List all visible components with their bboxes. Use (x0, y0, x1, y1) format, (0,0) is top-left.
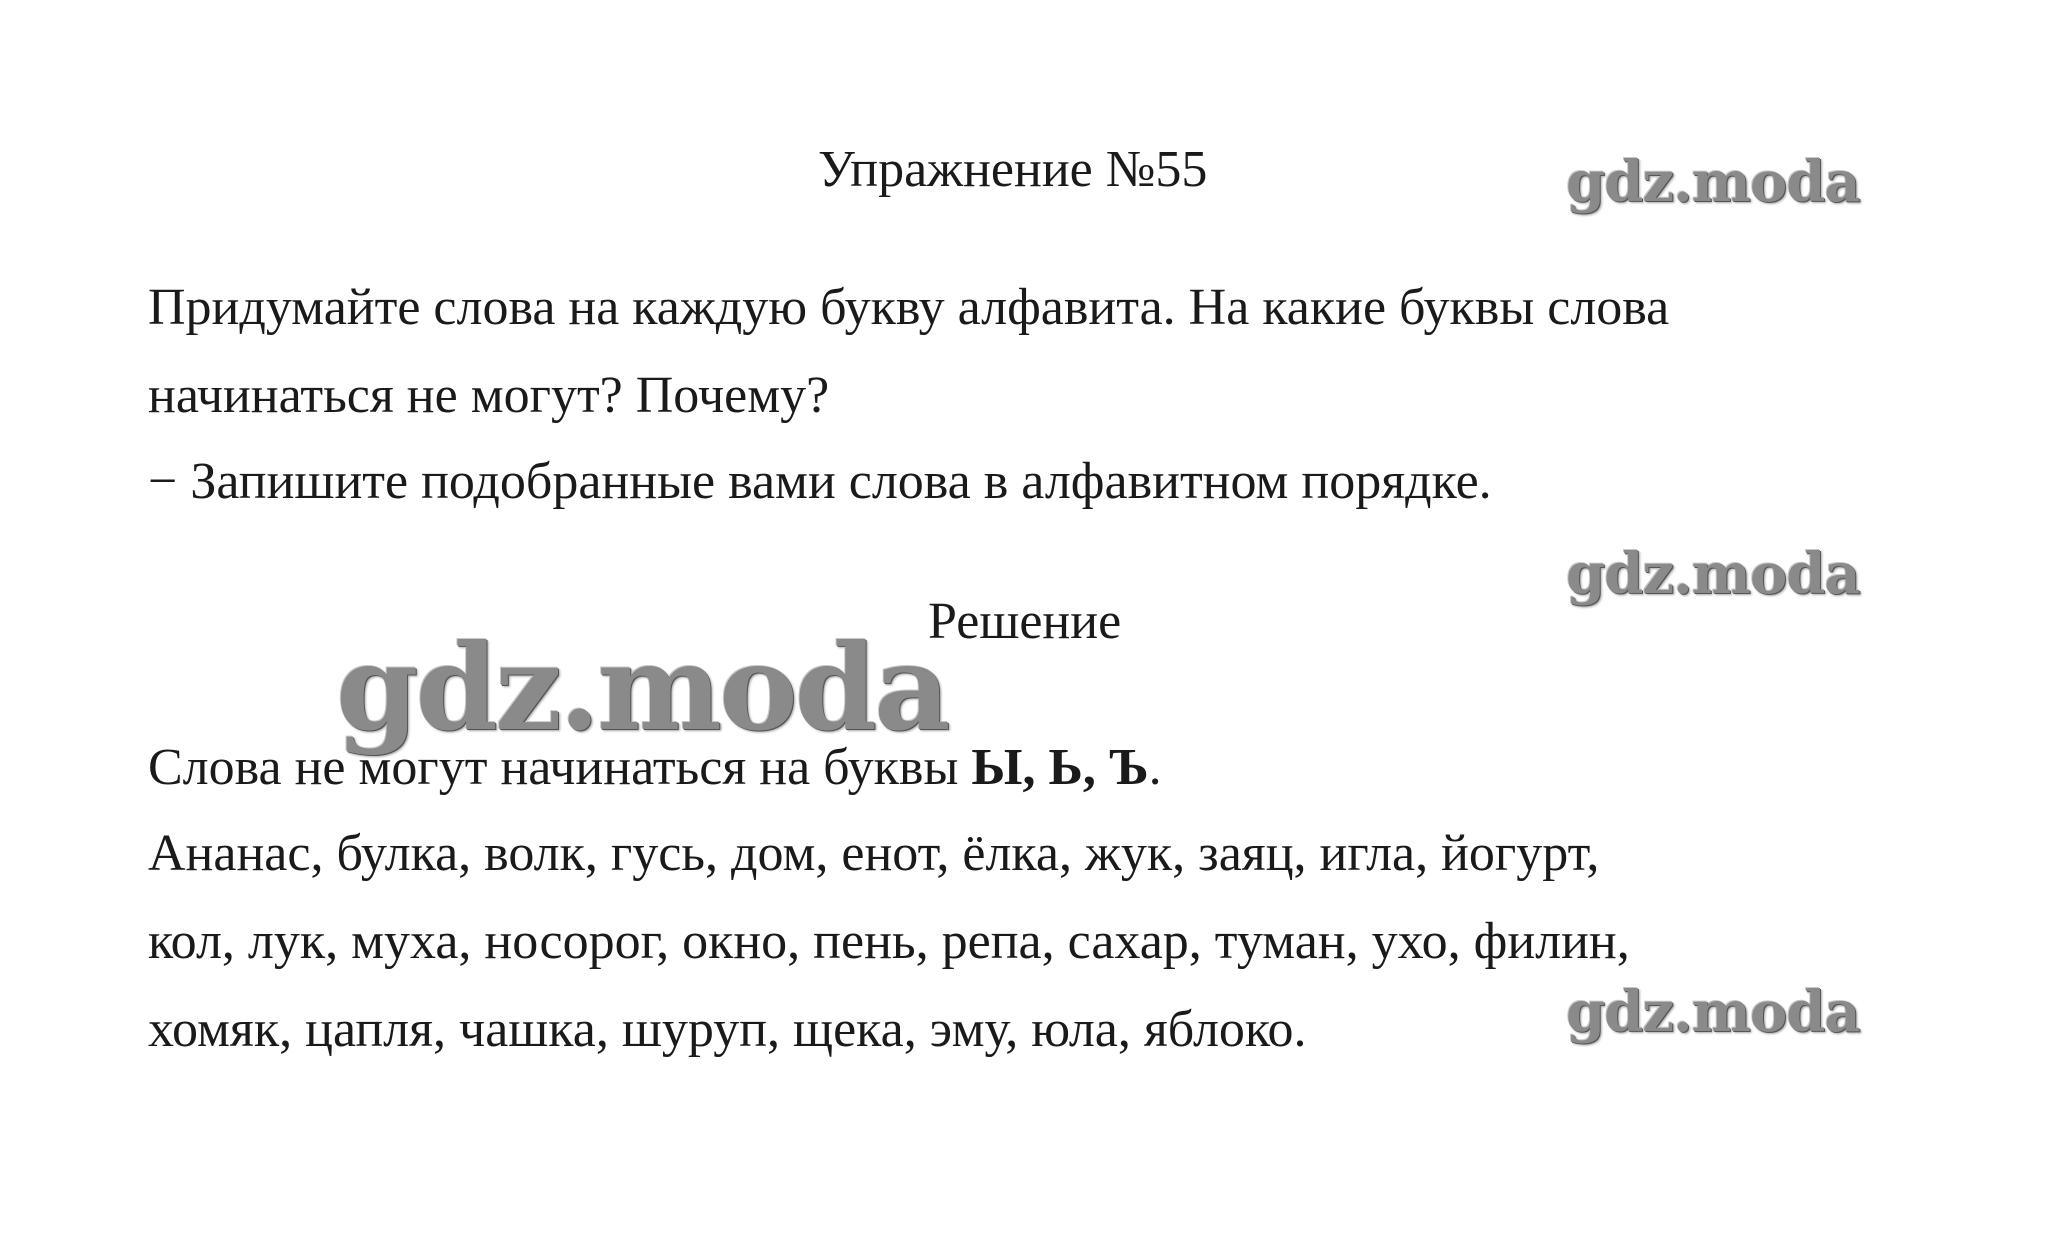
answer-letters: Ы, Ь, Ъ (971, 739, 1149, 796)
answer-words-line-2: кол, лук, муха, носорог, окно, пень, репа, сахар, туман, ухо, филин, (148, 913, 1630, 970)
solution-heading: Решение (928, 593, 1122, 650)
watermark-top: gdz.moda (1566, 149, 1860, 215)
task-line-1: Придумайте слова на каждую букву алфавита. На какие буквы слова (148, 279, 1670, 336)
task-line-3: − Запишите подобранные вами слова в алфавитном порядке. (148, 453, 1492, 510)
watermark-bottom: gdz.moda (1566, 979, 1860, 1045)
answer-words-line-1: Ананас, булка, волк, гусь, дом, енот, ёлка, жук, заяц, игла, йогурт, (148, 825, 1600, 882)
answer-intro-end: . (1148, 739, 1162, 796)
task-line-2: начинаться не могут? Почему? (148, 367, 830, 424)
exercise-title: Упражнение №55 (818, 141, 1208, 198)
watermark-middle: gdz.moda (1566, 541, 1860, 607)
answer-intro-text: Слова не могут начинаться на буквы (148, 739, 972, 796)
watermark-large: gdz.moda (336, 618, 948, 757)
answer-intro (148, 738, 1162, 798)
answer-words-line-3: хомяк, цапля, чашка, шуруп, щека, эму, юла, яблоко. (148, 1001, 1307, 1058)
